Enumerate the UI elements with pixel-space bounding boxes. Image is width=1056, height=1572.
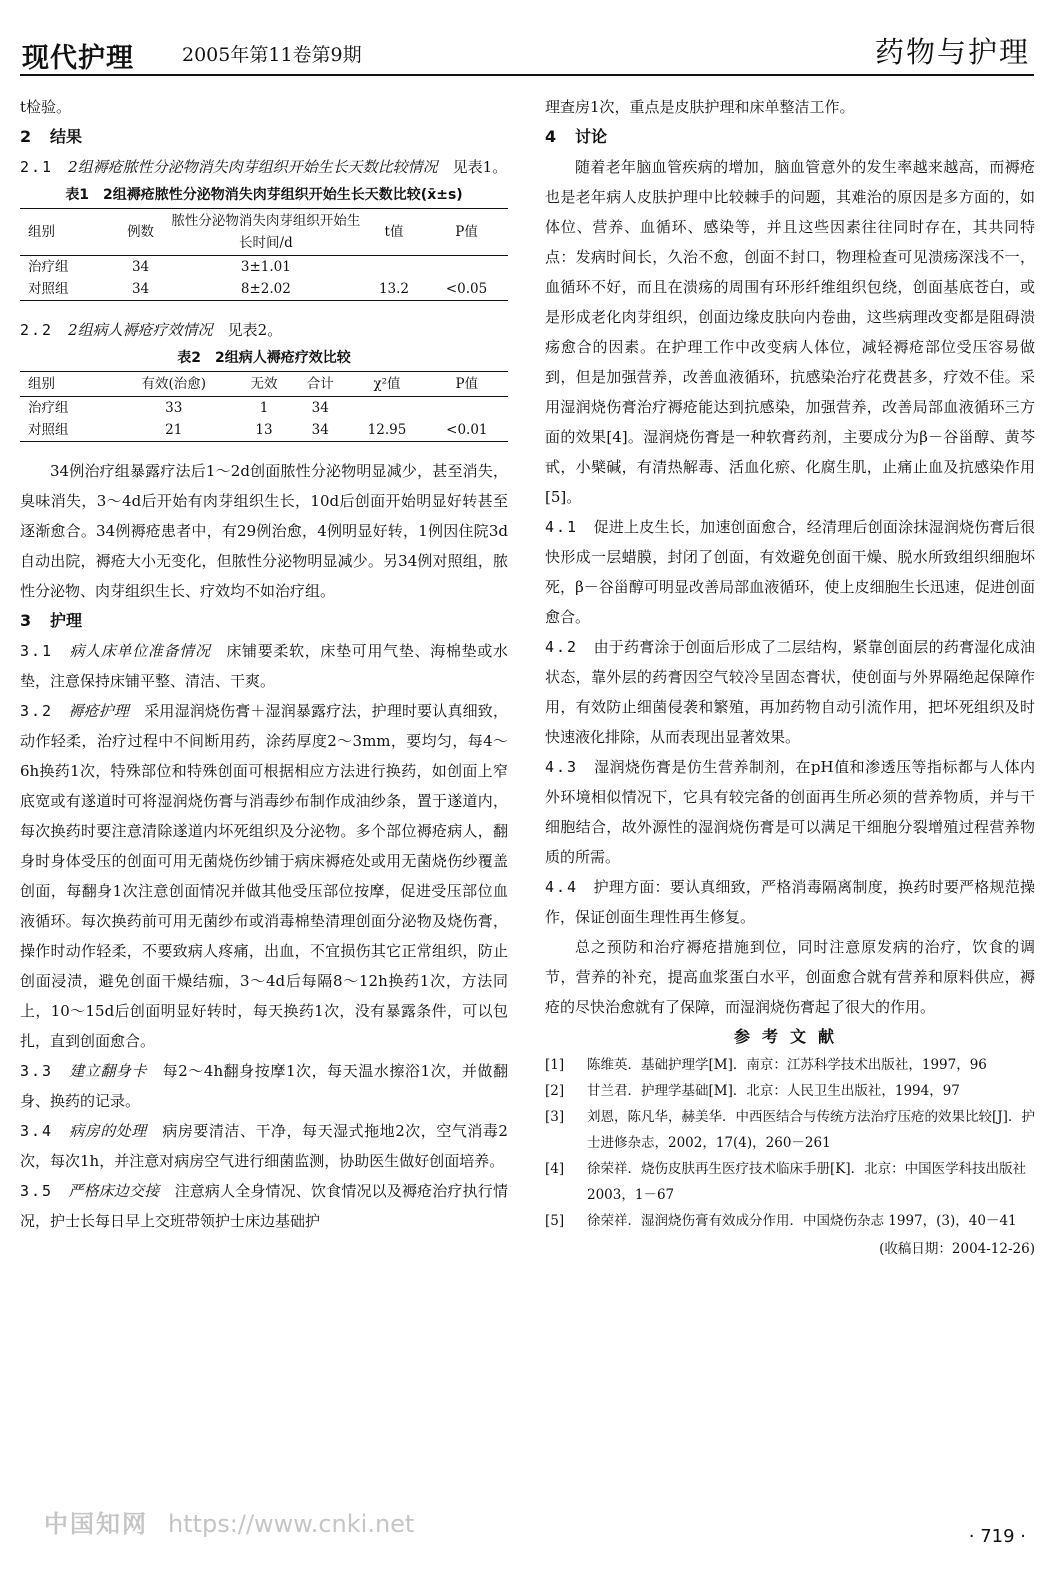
page-header (20, 30, 1034, 76)
table-header: 无效 (250, 376, 278, 392)
references-title: 参考文献 (733, 1027, 846, 1046)
table-cell: 34 (311, 400, 329, 416)
table-1 (20, 208, 508, 301)
subsection-paragraph: 3.2 褥疮护理 采用湿润烧伤膏＋湿润暴露疗法，护理时要认真细致，动作轻柔，治疗过程中不间断用药，涂药厚度2～3mm，要均匀，每4～6h换药1次，特殊部位和特殊创面可根据相应方法进行换药，如创面上窄底宽或有遂道时可将湿润烧伤膏与消毒纱布制作成油纱条，置于遂道内，每次换药时要注意清除遂道内坏死组织及分泌物。多个部位褥疮病人，翻身时身体受压的创面可用无菌烧伤纱铺于病床褥疮处或用无菌烧伤纱覆盖创面，每翻身1次注意创面情况并做其他受压部位按摩，促进受压部位血液循环。每次换药前可用无菌纱布或消毒棉垫清理创面分泌物及烧伤膏，操作时动作轻柔，不要致病人疼痛，出血，不宜损伤其它正常组织，防止创面浸渍，避免创面干燥结痂，3～4d后每隔8～12h换药1次，方法同上，10～15d后创面明显好转时，每天换药1次，没有暴露条件，可以包扎，直到创面愈合。 (20, 702, 508, 1050)
subsection-heading: 2.1 2组褥疮脓性分泌物消失肉芽组织开始生长天数比较情况 见表1。 (20, 158, 508, 176)
table-header: χ²值 (373, 376, 401, 392)
table-cell: 12.95 (367, 422, 407, 438)
section-heading: 4 讨论 (545, 127, 608, 146)
issue-info: 2005年第11卷第9期 (182, 44, 362, 66)
paragraph: 34例治疗组暴露疗法后1～2d创面脓性分泌物明显减少，甚至消失，臭味消失，3～4d后开始有肉芽组织生长，10d后创面开始明显好转甚至逐渐愈合。34例褥疮患者中，有29例治愈，4例明显好转，1例因住院3d自动出院，褥疮大小无变化，但脓性分泌物明显减少。另34例对照组，脓性分泌物、肉芽组织生长、疗效均不如治疗组。 (20, 462, 508, 600)
table-cell: 33 (165, 400, 183, 416)
table-cell: 34 (131, 281, 150, 297)
table-header: 组别 (28, 224, 55, 240)
table-header: 组别 (28, 376, 55, 392)
journal-name: 现代护理 (22, 43, 134, 74)
paragraph: 随着老年脑血管疾病的增加，脑血管意外的发生率越来越高，而褥疮也是老年病人皮肤护理中比较棘手的问题，其难治的原因是多方面的，如体位、营养、血循环、感染等，并且这些因素往往同时存在，其共同特点：发病时间长，久治不愈，创面不封口，物理检查可见溃疡深浅不一，血循环不好，而且在溃疡的周围有环形纤维组织包绕，创面基底苍白，或是形成老化肉芽组织，创面边缘皮肤向内卷曲，这些病理改变都是阻碍溃疡愈合的因素。在护理工作中改变病人体位，减轻褥疮部位受压容易做到，但是加强营养，改善血液循环，抗感染治疗花费甚多，疗效不佳。采用湿润烧伤膏治疗褥疮能达到抗感染，加强营养，改善局部血液循环三方面的效果[4]。湿润烧伤膏是一种软膏药剂，主要成分为β－谷甾醇、黄芩甙，小檗碱，有清热解毒、活血化瘀、化腐生肌，止痛止血及抗感染作用[5]。 (545, 158, 1035, 506)
table-cell: 34 (311, 422, 329, 438)
cnki-watermark: 中国知网 https://www.cnki.net (44, 1510, 415, 1538)
received-date: (收稿日期：2004-12-26) (879, 1241, 1035, 1257)
left-column (20, 92, 508, 1236)
reference-item: [5] 徐荣祥．湿润烧伤膏有效成分作用．中国烧伤杂志 1997，(3)，40－41 (545, 1213, 1017, 1229)
table-caption: 表2 2组病人褥疮疗效比较 (177, 350, 351, 366)
subsection-paragraph: 4.3 湿润烧伤膏是仿生营养制剂，在pH值和渗透压等指标都与人体内外环境相似情况下，它具有较完备的创面再生所必须的营养物质，并与干细胞结合，故外源性的湿润烧伤膏是可以满足干细胞分裂增殖过程营养物质的所需。 (545, 758, 1035, 866)
paragraph: t检验。 (20, 98, 72, 116)
table-cell: 治疗组 (28, 400, 69, 416)
paragraph: 理查房1次，重点是皮肤护理和床单整洁工作。 (545, 98, 855, 116)
table-cell (425, 256, 508, 279)
table-header: 脓性分泌物消失肉芽组织开始生长时间/d (171, 213, 361, 251)
section-heading: 2 结果 (20, 127, 83, 146)
subsection-paragraph: 3.4 病房的处理 病房要清洁、干净，每天湿式拖地2次，空气消毒2次，每次1h，并注意对病房空气进行细菌监测，协助医生做好创面培养。 (20, 1122, 508, 1170)
paragraph: 总之预防和治疗褥疮措施到位，同时注意原发病的治疗，饮食的调节，营养的补充，提高血浆蛋白水平，创面愈合就有营养和原料供应，褥疮的尽快治愈就有了保障，而湿润烧伤膏起了很大的作用。 (545, 938, 1035, 1016)
table-cell: 3±1.01 (240, 259, 291, 275)
reference-item: [3] 刘恩，陈凡华，赫美华．中西医结合与传统方法治疗压疮的效果比较[J]．护士进修杂志，2002，17(4)，260－261 (545, 1109, 1035, 1151)
subsection-paragraph: 4.4 护理方面：要认真细致，严格消毒隔离制度，换药时要严格规范操作，保证创面生理性再生修复。 (545, 878, 1035, 926)
table-cell (363, 256, 425, 279)
subsection-paragraph: 3.5 严格床边交接 注意病人全身情况、饮食情况以及褥疮治疗执行情况，护士长每日早上交班带领护士床边基础护 (20, 1182, 508, 1230)
section-heading: 3 护理 (20, 611, 83, 630)
table-cell: 1 (259, 400, 269, 416)
right-column (545, 92, 1035, 1264)
table-cell (348, 397, 425, 420)
table-cell: 13.2 (378, 281, 410, 297)
table-row (20, 256, 508, 279)
table-cell: 8±2.02 (240, 281, 291, 297)
table-2 (20, 371, 508, 442)
table-header: 例数 (127, 224, 155, 240)
page-number: · 719 · (968, 1526, 1026, 1547)
table-header: P值 (455, 376, 479, 392)
table-row (20, 278, 508, 301)
table-cell: 对照组 (28, 281, 69, 297)
subsection-paragraph: 4.2 由于药膏涂于创面后形成了二层结构，紧靠创面层的药膏湿化成油状态，靠外层的药膏因空气较冷呈固态膏状，使创面与外界隔绝起保障作用，有效防止细菌侵袭和繁殖，再加药物自动引流作用，把坏死组织及时快速液化排除，从而表现出显著效果。 (545, 638, 1035, 746)
table-header: P值 (455, 224, 478, 240)
table-row (20, 419, 508, 442)
table-cell: 13 (255, 422, 273, 438)
table-cell: 治疗组 (28, 259, 69, 275)
reference-list (545, 1052, 1035, 1234)
reference-item: [1] 陈维英．基础护理学[M]．南京：江苏科学技术出版社，1997，96 (545, 1057, 987, 1073)
subsection-paragraph: 3.3 建立翻身卡 每2～4h翻身按摩1次，每天温水擦浴1次，并做翻身、换药的记录。 (20, 1062, 508, 1110)
table-cell: <0.05 (445, 281, 488, 297)
table-header: t值 (384, 224, 404, 240)
table-cell: 21 (165, 422, 183, 438)
table-cell: 34 (131, 259, 150, 275)
subsection-paragraph: 3.1 病人床单位准备情况 床铺要柔软，床垫可用气垫、海棉垫或水垫，注意保持床铺平整、清洁、干爽。 (20, 642, 508, 690)
reference-item: [2] 甘兰君．护理学基础[M]．北京：人民卫生出版社，1994，97 (545, 1083, 960, 1099)
subsection-heading: 2.2 2组病人褥疮疗效情况 见表2。 (20, 321, 283, 339)
table-row (20, 397, 508, 420)
section-name: 药物与护理 (874, 35, 1030, 69)
table-caption: 表1 2组褥疮脓性分泌物消失肉芽组织开始生长天数比较(x̄±s) (65, 187, 463, 203)
table-cell (426, 397, 508, 420)
reference-item: [4] 徐荣祥．烧伤皮肤再生医疗技术临床手册[K]．北京：中国医学科技出版社 2003，1－67 (545, 1161, 1027, 1203)
table-cell: 对照组 (28, 422, 69, 438)
subsection-paragraph: 4.1 促进上皮生长，加速创面愈合，经清理后创面涂抹湿润烧伤膏后很快形成一层蜡膜，封闭了创面，有效避免创面干燥、脱水所致组织细胞坏死，β－谷甾醇可明显改善局部血液循环，使上皮细胞生长迅速，促进创面愈合。 (545, 518, 1035, 626)
table-cell: <0.01 (446, 422, 488, 438)
table-header: 有效(治愈) (141, 376, 206, 392)
table-header: 合计 (306, 376, 334, 392)
